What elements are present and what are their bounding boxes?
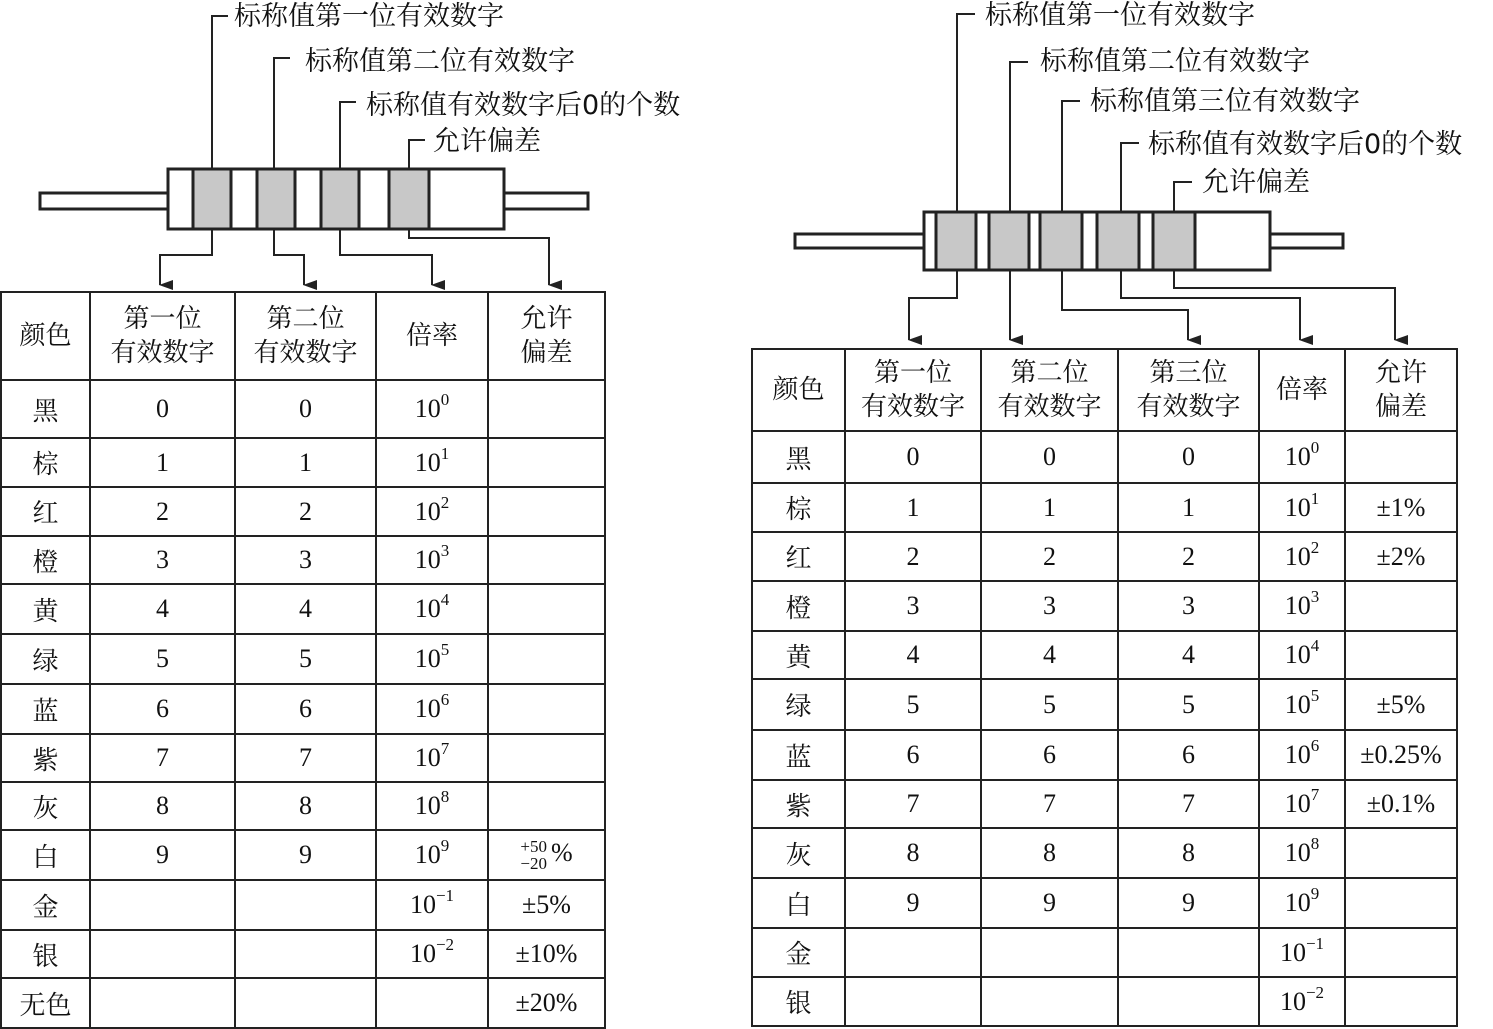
tolerance-cell — [1345, 928, 1457, 977]
color-name-cell: 棕 — [1, 438, 90, 487]
color-name-cell: 白 — [1, 830, 90, 880]
tolerance-cell: ±20% — [488, 978, 605, 1028]
table-row — [752, 631, 1457, 679]
callout-right-digit3: 标称值第三位有效数字 — [1090, 86, 1360, 117]
d1-cell: 1 — [845, 483, 981, 532]
d1-cell — [90, 880, 235, 930]
multiplier-base: 10 — [409, 939, 436, 968]
tolerance-cell — [1345, 878, 1457, 928]
d1-cell — [90, 930, 235, 978]
multiplier-base: 10 — [1284, 492, 1311, 522]
table-row — [1, 782, 605, 830]
table-row — [752, 532, 1457, 581]
multiplier-cell — [1259, 780, 1345, 828]
multiplier-exponent: 0 — [440, 390, 450, 409]
d1-cell: 9 — [90, 830, 235, 880]
d3-cell: 1 — [1118, 483, 1259, 532]
header-digit1: 第一位 有效数字 — [845, 349, 981, 431]
multiplier-cell — [1259, 431, 1345, 483]
table-row — [1, 830, 605, 880]
callout-right-digit1: 标称值第一位有效数字 — [985, 0, 1255, 31]
d2-cell: 8 — [981, 828, 1118, 878]
table-row — [1, 634, 605, 684]
d2-cell: 2 — [981, 532, 1118, 581]
multiplier-cell — [1259, 631, 1345, 679]
multiplier-exponent: −1 — [1305, 933, 1325, 953]
color-name-cell: 紫 — [752, 780, 845, 828]
color-name-cell: 无色 — [1, 978, 90, 1028]
d1-cell: 1 — [90, 438, 235, 487]
band-1 — [193, 169, 231, 229]
multiplier-cell — [1259, 581, 1345, 631]
multiplier-exponent: 6 — [440, 690, 450, 709]
multiplier-base: 10 — [1284, 541, 1311, 571]
color-code-table-5band — [751, 348, 1458, 1027]
table-row — [1, 487, 605, 536]
multiplier-cell — [376, 438, 488, 487]
tolerance-cell: ±1% — [1345, 483, 1457, 532]
multiplier-exponent: 4 — [440, 590, 450, 609]
multiplier-exponent: 8 — [1310, 834, 1320, 853]
multiplier-exponent: 5 — [440, 640, 450, 659]
d2-cell: 3 — [235, 536, 376, 584]
multiplier-cell — [376, 380, 488, 438]
color-name-cell: 白 — [752, 878, 845, 928]
multiplier-base: 10 — [414, 791, 441, 820]
d1-cell: 7 — [845, 780, 981, 828]
multiplier-base: 10 — [414, 743, 441, 772]
band-2 — [257, 169, 295, 229]
tolerance-cell — [488, 438, 605, 487]
callout-right-tolerance: 允许偏差 — [1202, 167, 1310, 198]
multiplier-cell — [376, 830, 488, 880]
multiplier-base: 10 — [414, 496, 441, 526]
header-digit1: 第一位 有效数字 — [90, 292, 235, 380]
tolerance-unit: % — [550, 837, 573, 867]
table-row — [752, 878, 1457, 928]
multiplier-cell — [376, 930, 488, 978]
table-row — [752, 581, 1457, 631]
tolerance-cell — [488, 487, 605, 536]
table-row — [752, 679, 1457, 730]
d1-cell: 5 — [90, 634, 235, 684]
table-row — [1, 684, 605, 734]
color-name-cell: 橙 — [1, 536, 90, 584]
multiplier-base: 10 — [1284, 789, 1311, 818]
table-row — [1, 734, 605, 782]
tolerance-cell: ±5% — [488, 880, 605, 930]
multiplier-exponent: 0 — [1310, 438, 1320, 457]
d3-cell: 2 — [1118, 532, 1259, 581]
d2-cell — [981, 977, 1118, 1026]
table-row — [1, 930, 605, 978]
color-name-cell: 橙 — [752, 581, 845, 631]
d1-cell — [90, 978, 235, 1028]
multiplier-exponent: −2 — [1305, 982, 1325, 1002]
table-row — [1, 380, 605, 438]
header-tolerance: 允许 偏差 — [488, 292, 605, 380]
multiplier-exponent: 1 — [1310, 488, 1320, 508]
color-name-cell: 紫 — [1, 734, 90, 782]
band-tolerance — [1153, 212, 1195, 270]
d2-cell: 7 — [981, 780, 1118, 828]
multiplier-cell — [376, 880, 488, 930]
tolerance-range — [520, 838, 547, 872]
callout-left-tolerance: 允许偏差 — [433, 126, 541, 157]
color-name-cell: 灰 — [752, 828, 845, 878]
multiplier-base: 10 — [1279, 937, 1306, 967]
tolerance-cell — [488, 634, 605, 684]
multiplier-exponent: 9 — [440, 836, 450, 855]
multiplier-base: 10 — [1284, 838, 1311, 867]
table-row — [752, 828, 1457, 878]
d1-cell — [845, 977, 981, 1026]
tolerance-cell — [488, 684, 605, 734]
multiplier-base: 10 — [414, 545, 441, 574]
multiplier-base: 10 — [414, 644, 441, 673]
d3-cell: 4 — [1118, 631, 1259, 679]
table-row — [1, 880, 605, 930]
header-color: 颜色 — [1, 292, 90, 380]
multiplier-cell — [1259, 828, 1345, 878]
d1-cell: 2 — [90, 487, 235, 536]
band-tolerance — [389, 169, 429, 229]
multiplier-base: 10 — [1284, 740, 1311, 769]
d2-cell: 0 — [235, 380, 376, 438]
header-color: 颜色 — [752, 349, 845, 431]
d3-cell: 8 — [1118, 828, 1259, 878]
multiplier-exponent: 3 — [440, 541, 450, 560]
multiplier-exponent: 8 — [440, 787, 450, 806]
multiplier-cell — [376, 536, 488, 584]
multiplier-exponent: 7 — [1310, 785, 1320, 804]
multiplier-cell — [376, 584, 488, 634]
d3-cell — [1118, 977, 1259, 1026]
header-digit2: 第二位 有效数字 — [235, 292, 376, 380]
d3-cell: 0 — [1118, 431, 1259, 483]
multiplier-base: 10 — [1284, 442, 1311, 471]
tolerance-cell: ±10% — [488, 930, 605, 978]
resistor-4band — [40, 169, 588, 229]
multiplier-cell — [1259, 977, 1345, 1026]
multiplier-exponent: 2 — [1310, 537, 1320, 557]
multiplier-base: 10 — [414, 594, 441, 623]
d3-cell: 7 — [1118, 780, 1259, 828]
d3-cell: 3 — [1118, 581, 1259, 631]
d1-cell: 0 — [90, 380, 235, 438]
tolerance-cell — [1345, 431, 1457, 483]
multiplier-cell — [376, 782, 488, 830]
table-header-row — [1, 292, 605, 380]
tolerance-cell — [488, 380, 605, 438]
d2-cell: 2 — [235, 487, 376, 536]
header-multiplier: 倍率 — [1259, 349, 1345, 431]
band-2 — [989, 212, 1029, 270]
table-row — [752, 730, 1457, 780]
color-name-cell: 黑 — [752, 431, 845, 483]
d3-cell: 5 — [1118, 679, 1259, 730]
d2-cell: 9 — [235, 830, 376, 880]
tolerance-cell — [1345, 828, 1457, 878]
table-row — [752, 780, 1457, 828]
color-name-cell: 银 — [752, 977, 845, 1026]
d2-cell: 0 — [981, 431, 1118, 483]
d2-cell: 1 — [235, 438, 376, 487]
multiplier-base: 10 — [1284, 888, 1311, 917]
band-multiplier — [1097, 212, 1139, 270]
d2-cell: 8 — [235, 782, 376, 830]
multiplier-exponent: −1 — [435, 886, 455, 905]
d2-cell — [235, 930, 376, 978]
table-row — [1, 438, 605, 487]
d1-cell: 6 — [90, 684, 235, 734]
d2-cell: 7 — [235, 734, 376, 782]
color-name-cell: 金 — [1, 880, 90, 930]
multiplier-base: 10 — [1284, 591, 1311, 620]
multiplier-base: 10 — [414, 394, 441, 423]
tolerance-cell: ±2% — [1345, 532, 1457, 581]
d2-cell: 4 — [235, 584, 376, 634]
d1-cell: 4 — [90, 584, 235, 634]
d1-cell — [845, 928, 981, 977]
multiplier-base: 10 — [414, 840, 441, 869]
multiplier-exponent: 6 — [1310, 736, 1320, 755]
tolerance-cell — [488, 536, 605, 584]
tolerance-cell — [1345, 631, 1457, 679]
multiplier-cell — [376, 978, 488, 1028]
d2-cell: 4 — [981, 631, 1118, 679]
header-multiplier: 倍率 — [376, 292, 488, 380]
multiplier-cell — [1259, 730, 1345, 780]
multiplier-cell — [1259, 532, 1345, 581]
tolerance-cell: ±0.25% — [1345, 730, 1457, 780]
d2-cell: 3 — [981, 581, 1118, 631]
table-row — [1, 978, 605, 1028]
tolerance-cell — [488, 830, 605, 880]
multiplier-exponent: 7 — [440, 739, 450, 758]
multiplier-exponent: 9 — [1310, 884, 1320, 903]
multiplier-cell — [1259, 483, 1345, 532]
table-row — [752, 928, 1457, 977]
multiplier-base: 10 — [409, 890, 436, 919]
multiplier-base: 10 — [1284, 640, 1311, 669]
multiplier-cell — [1259, 679, 1345, 730]
tolerance-cell — [488, 782, 605, 830]
table-row — [1, 536, 605, 584]
band-multiplier — [321, 169, 359, 229]
color-name-cell: 蓝 — [752, 730, 845, 780]
color-name-cell: 金 — [752, 928, 845, 977]
band-3 — [1040, 212, 1082, 270]
d3-cell: 6 — [1118, 730, 1259, 780]
color-name-cell: 棕 — [752, 483, 845, 532]
d1-cell: 7 — [90, 734, 235, 782]
table-header-row — [752, 349, 1457, 431]
d1-cell: 2 — [845, 532, 981, 581]
multiplier-cell — [1259, 878, 1345, 928]
color-name-cell: 红 — [752, 532, 845, 581]
d1-cell: 8 — [845, 828, 981, 878]
d3-cell — [1118, 928, 1259, 977]
table-row — [752, 431, 1457, 483]
d1-cell: 0 — [845, 431, 981, 483]
color-name-cell: 绿 — [1, 634, 90, 684]
multiplier-cell — [376, 684, 488, 734]
multiplier-exponent: 2 — [440, 492, 450, 512]
d2-cell — [235, 880, 376, 930]
d3-cell: 9 — [1118, 878, 1259, 928]
multiplier-cell — [376, 634, 488, 684]
band-1 — [936, 212, 976, 270]
color-name-cell: 绿 — [752, 679, 845, 730]
callout-right-multiplier: 标称值有效数字后0的个数 — [1148, 129, 1463, 160]
callout-left-digit2: 标称值第二位有效数字 — [305, 46, 575, 77]
d2-cell: 5 — [235, 634, 376, 684]
d2-cell — [235, 978, 376, 1028]
callout-left-multiplier: 标称值有效数字后0的个数 — [366, 90, 681, 121]
d2-cell: 6 — [981, 730, 1118, 780]
multiplier-base: 10 — [1279, 986, 1306, 1016]
table-row — [1, 584, 605, 634]
d2-cell: 6 — [235, 684, 376, 734]
header-digit2: 第二位 有效数字 — [981, 349, 1118, 431]
d2-cell: 1 — [981, 483, 1118, 532]
header-digit3: 第三位 有效数字 — [1118, 349, 1259, 431]
color-name-cell: 红 — [1, 487, 90, 536]
d1-cell: 5 — [845, 679, 981, 730]
resistor-5band — [795, 212, 1343, 270]
multiplier-exponent: 5 — [1310, 685, 1320, 705]
multiplier-cell — [376, 487, 488, 536]
multiplier-base: 10 — [1284, 689, 1311, 719]
table-row — [752, 483, 1457, 532]
color-name-cell: 黄 — [1, 584, 90, 634]
tolerance-cell: ±0.1% — [1345, 780, 1457, 828]
table-row — [752, 977, 1457, 1026]
d1-cell: 3 — [90, 536, 235, 584]
d2-cell: 9 — [981, 878, 1118, 928]
color-name-cell: 黑 — [1, 380, 90, 438]
d1-cell: 8 — [90, 782, 235, 830]
multiplier-cell — [1259, 928, 1345, 977]
tolerance-cell — [488, 584, 605, 634]
multiplier-exponent: 1 — [440, 443, 450, 463]
header-tolerance: 允许 偏差 — [1345, 349, 1457, 431]
color-name-cell: 蓝 — [1, 684, 90, 734]
color-name-cell: 灰 — [1, 782, 90, 830]
d1-cell: 9 — [845, 878, 981, 928]
tolerance-cell: ±5% — [1345, 679, 1457, 730]
color-name-cell: 银 — [1, 930, 90, 978]
color-code-table-4band — [0, 291, 606, 1029]
tolerance-cell — [1345, 977, 1457, 1026]
color-name-cell: 黄 — [752, 631, 845, 679]
tolerance-plus: +50 — [520, 837, 547, 857]
multiplier-cell — [376, 734, 488, 782]
tolerance-minus: −20 — [520, 854, 547, 874]
multiplier-exponent: 3 — [1310, 587, 1320, 606]
tolerance-cell — [1345, 581, 1457, 631]
d1-cell: 6 — [845, 730, 981, 780]
d1-cell: 4 — [845, 631, 981, 679]
tolerance-cell — [488, 734, 605, 782]
d2-cell — [981, 928, 1118, 977]
d2-cell: 5 — [981, 679, 1118, 730]
multiplier-base: 10 — [414, 447, 441, 477]
callout-right-digit2: 标称值第二位有效数字 — [1040, 46, 1310, 77]
multiplier-exponent: 4 — [1310, 636, 1320, 655]
multiplier-exponent: −2 — [435, 935, 455, 954]
callout-left-digit1: 标称值第一位有效数字 — [234, 1, 504, 32]
d1-cell: 3 — [845, 581, 981, 631]
multiplier-base: 10 — [414, 694, 441, 723]
